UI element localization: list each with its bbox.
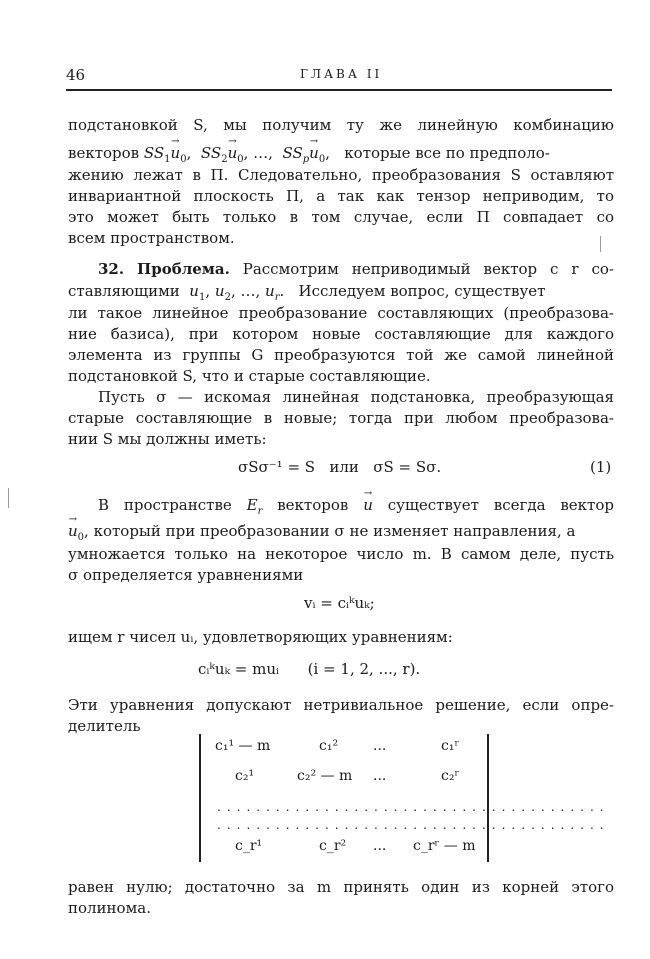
- section-number: 32.: [98, 260, 125, 278]
- p2-line5: элемента из группы G преобразуются той же самой линейной: [68, 346, 614, 364]
- p2-line2-end: Исследуем вопрос, существует: [298, 282, 546, 300]
- p1-line4: инвариантной плоскость П, а так как тензор неприводим, то: [68, 187, 614, 205]
- det-r2c2: c₂² — m: [297, 768, 353, 784]
- p2-line6: подстановкой S, что и старые составляющие.: [68, 367, 431, 385]
- p4-line1-b: векторов: [277, 496, 349, 514]
- eq1-lhs: σSσ⁻¹ = S: [238, 458, 316, 476]
- p4-line1-a: В пространстве: [98, 496, 232, 514]
- eq3-lhs: cᵢᵏuₖ = muᵢ: [198, 660, 280, 678]
- determinant: [199, 734, 610, 862]
- p1-line5: это может быть только в том случае, если П совпадает со: [68, 208, 614, 226]
- det-r3c4: c_rʳ — m: [413, 838, 476, 854]
- eq1-label: (1): [590, 458, 612, 476]
- p1-line2-end: которые все по предполо-: [344, 144, 550, 162]
- p4-line2: → $u_0$, который при преобразовании σ не изменяет направления, а: [68, 522, 614, 540]
- det-r1c3: ...: [373, 738, 387, 754]
- p1-line6: всем пространством.: [68, 229, 235, 247]
- header-rule: [66, 89, 612, 91]
- p2-line1: [98, 260, 614, 278]
- det-r1c4: c₁ʳ: [441, 738, 460, 754]
- p7-line2: полинома.: [68, 899, 151, 917]
- p1-line2: векторов $SS_1\to u_0$, $SS_2\to u_0$, …, $SS_p\to u_0$, которые все по предполо-: [68, 144, 614, 162]
- p4-line2-text: , который при преобразовании σ не изменяет направления, а: [84, 522, 576, 540]
- det-r3c3: ...: [373, 838, 387, 854]
- scan-mark-right: [600, 236, 601, 252]
- det-dot-row-2: ........................................: [217, 818, 610, 832]
- p7-line1: равен нулю; достаточно за m принять один из корней этого: [68, 878, 614, 896]
- scan-mark-left: [8, 488, 9, 508]
- p4-line3: умножается только на некоторое число m. В самом деле, пусть: [68, 545, 614, 563]
- det-r2c3: ...: [373, 768, 387, 784]
- det-r2c1: c₂¹: [235, 768, 255, 784]
- eq3-range: (i = 1, 2, ..., r).: [307, 660, 421, 678]
- p6-line2: делитель: [68, 717, 141, 735]
- p4-line1: В пространстве $E_r$ векторов → u существует всегда вектор: [98, 496, 614, 514]
- equation-3: [198, 660, 420, 678]
- det-r3c2: c_r²: [319, 838, 347, 854]
- p2-line4: ние базиса), при котором новые составляющие для каждого: [68, 325, 614, 343]
- p1-line3: жению лежат в П. Следовательно, преобразования S оставляют: [68, 166, 614, 184]
- eq1-rhs: σS = Sσ.: [373, 458, 442, 476]
- eq1-word: или: [329, 458, 359, 476]
- p2-line1-rest: Рассмотрим неприводимый вектор с r со-: [242, 260, 614, 278]
- equation-1: [238, 458, 441, 476]
- p3-line1: Пусть σ — искомая линейная подстановка, преобразующая: [98, 388, 614, 406]
- page-number: 46: [66, 66, 86, 84]
- p2-line3: ли такое линейное преобразование составляющих (преобразова-: [68, 304, 614, 322]
- p5-line1: ищем r чисел uᵢ, удовлетворяющих уравнениям:: [68, 628, 453, 646]
- det-r1c1: c₁¹ — m: [215, 738, 271, 754]
- det-dot-row-1: ........................................: [217, 800, 610, 814]
- chapter-title: ГЛАВА II: [300, 67, 383, 81]
- det-r3c1: c_r¹: [235, 838, 263, 854]
- det-r1c2: c₁²: [319, 738, 339, 754]
- p4-line1-c: существует всегда вектор: [387, 496, 614, 514]
- p3-line3: нии S мы должны иметь:: [68, 430, 267, 448]
- p2-line2-start: ставляющими: [68, 282, 180, 300]
- p6-line1: Эти уравнения допускают нетривиальное решение, если опре-: [68, 696, 614, 714]
- p4-line4: σ определяется уравнениями: [68, 566, 304, 584]
- p1-line2-start: векторов: [68, 144, 144, 162]
- p3-line2: старые составляющие в новые; тогда при любом преобразова-: [68, 409, 614, 427]
- p1-line1: подстановкой S, мы получим ту же линейную комбинацию: [68, 116, 614, 134]
- p2-line2: ставляющими $u_1$, $u_2$, …, $u_r$. Исследуем вопрос, существует: [68, 282, 546, 303]
- det-r2c4: c₂ʳ: [441, 768, 460, 784]
- equation-2: vᵢ = cᵢᵏuₖ;: [304, 594, 375, 612]
- section-title: Проблема.: [137, 260, 230, 278]
